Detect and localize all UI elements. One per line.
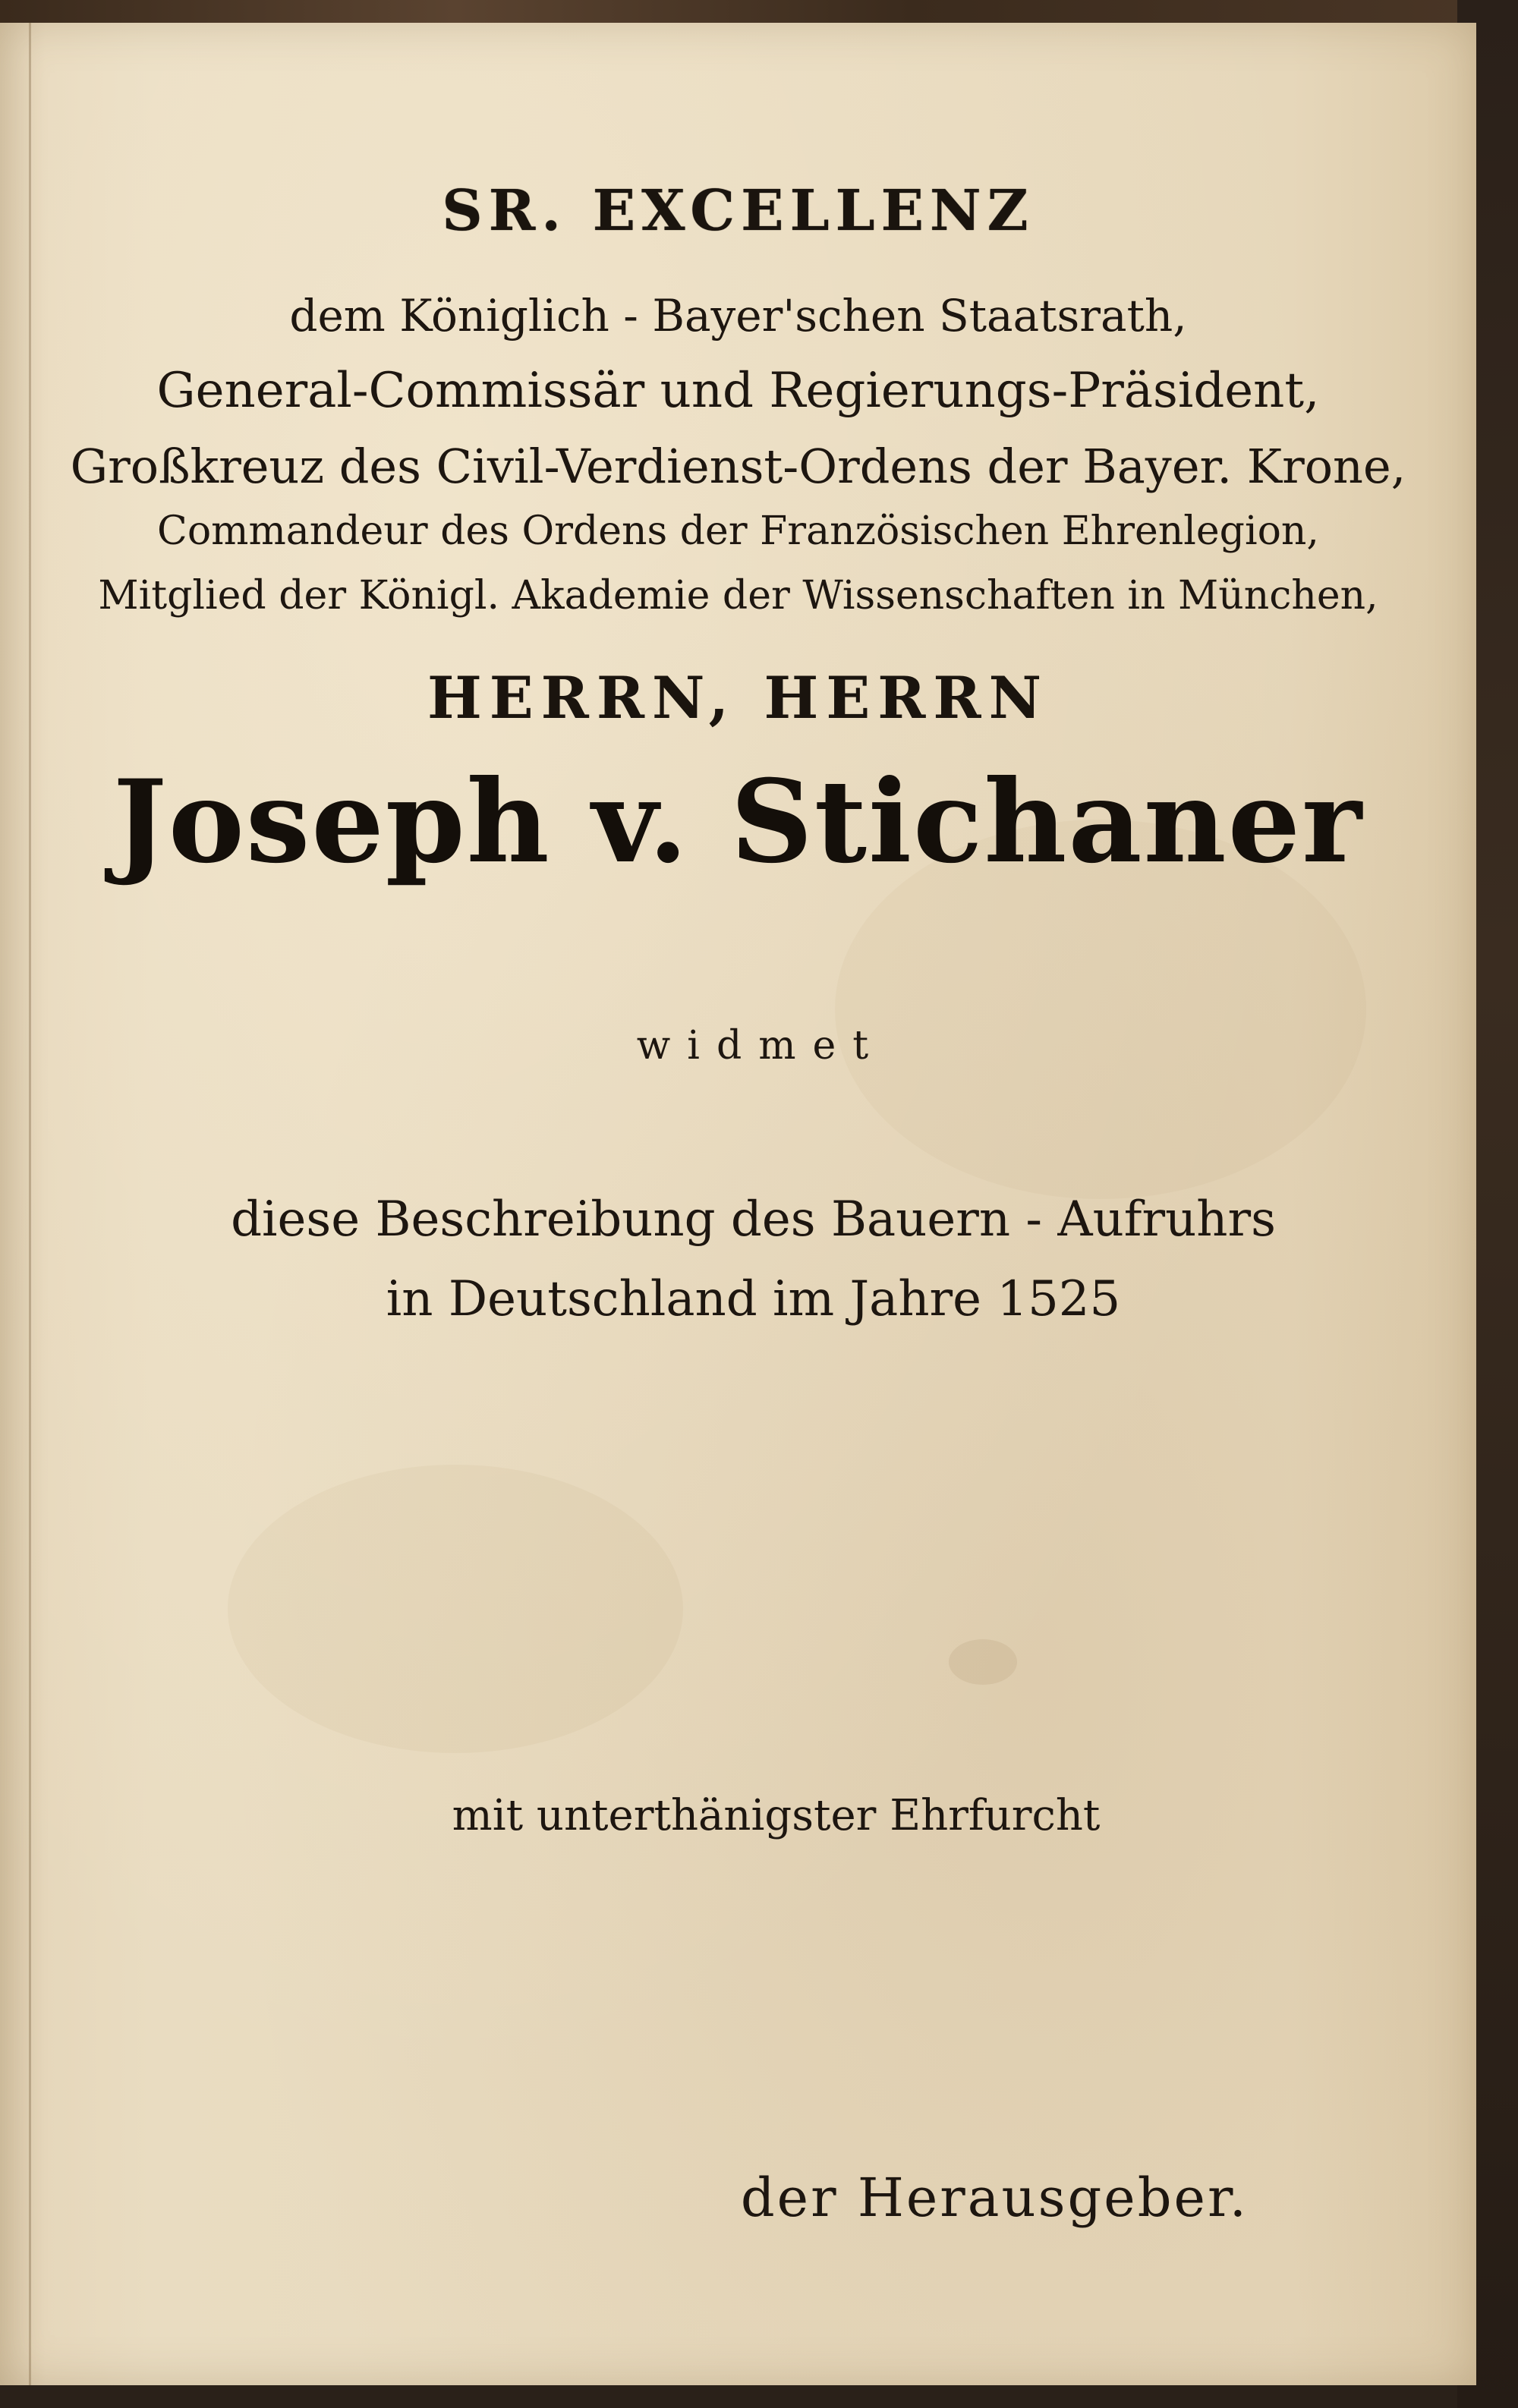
paper-stain	[228, 1465, 683, 1753]
dedicatee-name: Joseph v. Stichaner	[112, 755, 1364, 889]
book-description-line1: diese Beschreibung des Bauern - Aufruhrs	[231, 1191, 1276, 1248]
dedication-widmet: widmet	[636, 1023, 886, 1069]
dedication-line-mitglied: Mitglied der Königl. Akademie der Wissenschaften in München,	[98, 573, 1378, 619]
signature-herausgeber: der Herausgeber.	[740, 2167, 1249, 2229]
dedication-line-staatsrath: dem Königlich - Bayer'schen Staatsrath,	[289, 290, 1187, 342]
dedication-line-commandeur: Commandeur des Ordens der Französischen Ehrenlegion,	[157, 508, 1319, 554]
dedication-line-grosskreuz: Großkreuz des Civil-Verdienst-Ordens der Bayer. Krone,	[70, 439, 1406, 494]
dedication-title-excellenz: SR. EXCELLENZ	[442, 178, 1035, 244]
paper-stain	[949, 1639, 1017, 1685]
book-page	[0, 23, 1476, 2385]
page-fold-line	[29, 23, 31, 2385]
book-description-line2: in Deutschland im Jahre 1525	[386, 1271, 1121, 1327]
dedication-herrn: HERRN, HERRN	[427, 664, 1050, 732]
dedication-ehrfurcht: mit unterthänigster Ehrfurcht	[452, 1791, 1101, 1840]
dedication-line-commissaer: General-Commissär und Regierungs-Präsident,	[156, 363, 1320, 419]
